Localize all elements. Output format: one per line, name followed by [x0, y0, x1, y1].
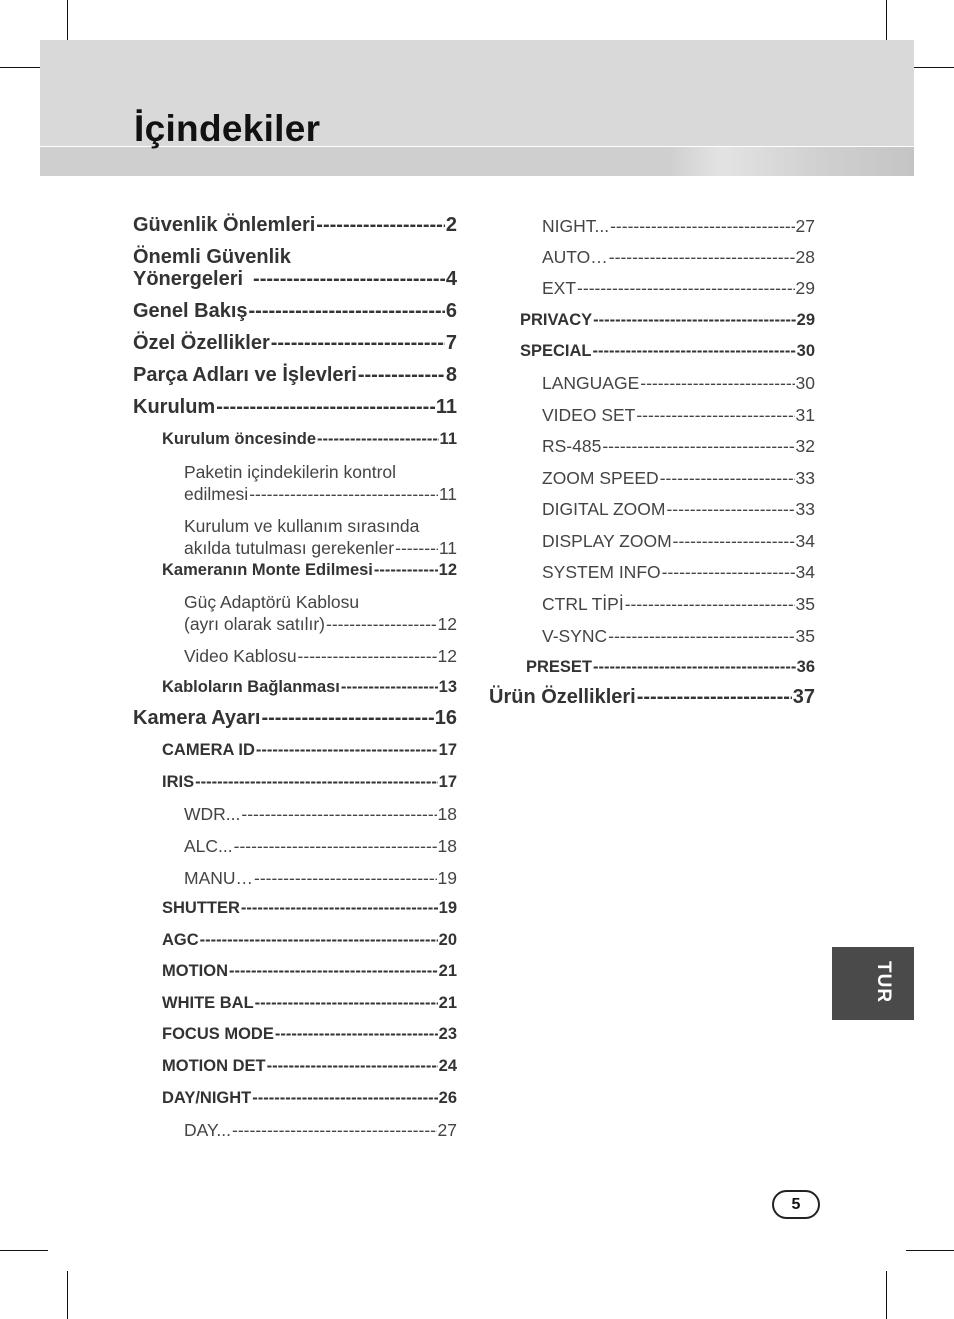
toc-entry[interactable] — [162, 1057, 457, 1076]
toc-entry[interactable] — [520, 311, 815, 330]
toc-label: EXT — [542, 278, 577, 298]
toc-page: 12 — [437, 646, 457, 666]
page-title: İçindekiler — [134, 108, 321, 149]
toc-label: Güvenlik Önlemleri — [133, 214, 316, 236]
toc-leader — [593, 311, 796, 330]
toc-leader — [252, 1089, 437, 1108]
toc-leader — [234, 836, 437, 857]
toc-entry[interactable] — [162, 678, 457, 697]
toc-entry[interactable] — [162, 561, 457, 580]
toc-page: 29 — [796, 311, 815, 329]
toc-label: AUTO… — [542, 247, 608, 267]
toc-page: 7 — [445, 332, 457, 354]
toc-entry[interactable] — [162, 962, 457, 981]
toc-label: RS-485 — [542, 436, 602, 456]
page-number: 5 — [772, 1190, 820, 1219]
toc-page: 24 — [438, 1057, 457, 1075]
toc-page: 17 — [438, 773, 457, 791]
toc-entry[interactable] — [133, 396, 457, 419]
toc-leader — [610, 216, 794, 237]
toc-label: PRIVACY — [520, 311, 593, 329]
toc-label: VIDEO SET — [542, 405, 636, 425]
toc-entry[interactable] — [184, 538, 457, 559]
toc-entry[interactable] — [526, 658, 815, 677]
toc-leader — [249, 300, 445, 323]
toc-page: 12 — [437, 614, 457, 634]
toc-page: 27 — [437, 1120, 457, 1140]
toc-leader — [267, 1057, 438, 1076]
toc-entry[interactable] — [184, 804, 457, 825]
toc-label: Kabloların Bağlanması — [162, 678, 340, 696]
toc-label-line1: Önemli Güvenlik — [133, 246, 291, 268]
toc-leader — [593, 342, 796, 361]
toc-label-line1: Güç Adaptörü Kablosu — [184, 592, 360, 612]
toc-entry[interactable] — [542, 405, 815, 426]
toc-leader — [232, 1120, 437, 1141]
toc-page: 34 — [795, 531, 815, 551]
toc-leader — [640, 373, 794, 394]
crop-mark — [0, 1250, 48, 1251]
toc-entry[interactable] — [184, 868, 457, 889]
toc-label: WHITE BAL — [162, 994, 254, 1012]
toc-leader — [341, 678, 438, 697]
toc-label: DIGITAL ZOOM — [542, 499, 666, 519]
toc-page: 36 — [796, 658, 815, 676]
toc-entry[interactable] — [184, 1120, 457, 1141]
toc-page: 11 — [438, 538, 457, 558]
toc-leader — [602, 436, 794, 457]
toc-leader — [253, 268, 445, 291]
toc-label: DISPLAY ZOOM — [542, 531, 672, 551]
toc-leader — [666, 499, 794, 520]
toc-label: WDR... — [184, 804, 241, 824]
toc-label: Kameranın Monte Edilmesi — [162, 561, 373, 579]
header-band-lower — [40, 146, 914, 176]
toc-entry[interactable] — [184, 836, 457, 857]
toc-entry-multiline[interactable] — [133, 246, 457, 269]
toc-page: 26 — [438, 1089, 457, 1107]
toc-page: 12 — [438, 561, 457, 579]
toc-entry[interactable] — [542, 278, 815, 299]
toc-label: akılda tutulması gerekenler — [184, 538, 395, 558]
toc-entry[interactable] — [162, 1089, 457, 1108]
toc-page: 6 — [445, 300, 457, 322]
toc-page: 2 — [445, 214, 457, 236]
toc-leader — [241, 804, 436, 825]
toc-page: 11 — [435, 396, 457, 418]
toc-page: 11 — [438, 484, 457, 504]
toc-leader — [358, 364, 445, 387]
toc-leader — [608, 626, 794, 647]
toc-entry[interactable] — [542, 562, 815, 583]
toc-entry[interactable] — [162, 1025, 457, 1044]
toc-leader — [673, 531, 795, 552]
toc-entry[interactable] — [542, 247, 815, 268]
toc-leader — [636, 405, 794, 426]
toc-entry-multiline[interactable] — [184, 462, 396, 483]
toc-label: CAMERA ID — [162, 741, 255, 759]
toc-leader — [200, 931, 438, 950]
toc-label: SPECIAL — [520, 342, 592, 360]
toc-label: Video Kablosu — [184, 646, 297, 666]
toc-entry[interactable] — [162, 741, 457, 760]
toc-label-line1: Kurulum ve kullanım sırasında — [184, 516, 420, 536]
toc-page: 33 — [795, 499, 815, 519]
toc-label: Kamera Ayarı — [133, 707, 261, 729]
toc-entry[interactable] — [489, 686, 815, 709]
toc-entry[interactable] — [133, 332, 457, 355]
toc-entry-multiline[interactable] — [184, 592, 359, 613]
toc-leader — [395, 538, 438, 559]
language-tab — [832, 947, 914, 1020]
toc-label: (ayrı olarak satılır) — [184, 614, 325, 634]
toc-leader — [255, 994, 438, 1013]
toc-entry[interactable] — [542, 626, 815, 647]
toc-label: DAY/NIGHT — [162, 1089, 252, 1107]
toc-label: PRESET — [526, 658, 593, 676]
toc-label: Yönergeleri — [133, 268, 244, 290]
toc-label: CTRL TİPİ — [542, 594, 624, 614]
crop-mark — [906, 1250, 954, 1251]
toc-label: NIGHT... — [542, 216, 610, 236]
toc-label: Özel Özellikler — [133, 332, 270, 354]
toc-leader — [326, 614, 437, 635]
toc-entry[interactable] — [542, 531, 815, 552]
toc-page: 37 — [792, 686, 815, 708]
toc-page: 30 — [795, 373, 815, 393]
toc-label: IRIS — [162, 773, 195, 791]
toc-label: MANU… — [184, 868, 254, 888]
toc-label: MOTION DET — [162, 1057, 266, 1075]
toc-page: 30 — [796, 342, 815, 360]
toc-leader — [298, 646, 437, 667]
toc-label: SYSTEM INFO — [542, 562, 661, 582]
toc-entry[interactable] — [133, 707, 457, 730]
toc-page: 17 — [438, 741, 457, 759]
toc-leader — [254, 868, 437, 889]
toc-label: DAY... — [184, 1120, 232, 1140]
toc-page: 33 — [795, 468, 815, 488]
toc-label: AGC — [162, 931, 199, 949]
toc-entry[interactable] — [542, 373, 815, 394]
toc-page: 35 — [795, 594, 815, 614]
toc-page: 16 — [434, 707, 457, 729]
toc-leader — [577, 278, 794, 299]
crop-mark — [67, 1271, 68, 1319]
toc-label: Kurulum — [133, 396, 216, 418]
toc-page: 18 — [437, 836, 457, 856]
toc-leader — [609, 247, 795, 268]
toc-page: 19 — [437, 868, 457, 888]
toc-entry[interactable] — [542, 594, 815, 615]
toc-leader — [249, 484, 438, 505]
toc-entry[interactable] — [542, 216, 815, 237]
toc-entry[interactable] — [133, 364, 457, 387]
toc-leader — [316, 214, 445, 237]
toc-page: 32 — [795, 436, 815, 456]
toc-label: FOCUS MODE — [162, 1025, 274, 1043]
toc-entry-multiline[interactable] — [184, 516, 419, 537]
toc-label: Kurulum öncesinde — [162, 430, 317, 448]
toc-leader — [374, 561, 438, 580]
toc-entry[interactable] — [162, 899, 457, 918]
toc-leader — [241, 899, 438, 918]
toc-page: 21 — [438, 962, 457, 980]
toc-label: Parça Adları ve İşlevleri — [133, 364, 357, 386]
toc-page: 29 — [795, 278, 815, 298]
toc-leader — [216, 396, 435, 419]
toc-label: LANGUAGE — [542, 373, 640, 393]
language-tab-label: TUR — [873, 961, 894, 1004]
toc-page: 23 — [438, 1025, 457, 1043]
toc-label: Genel Bakış — [133, 300, 248, 322]
toc-page: 18 — [437, 804, 457, 824]
toc-entry[interactable] — [184, 614, 457, 635]
toc-leader — [593, 658, 796, 677]
toc-entry[interactable] — [133, 214, 457, 237]
toc-entry[interactable] — [162, 773, 457, 792]
toc-entry[interactable] — [162, 430, 457, 449]
toc-page: 28 — [795, 247, 815, 267]
toc-entry[interactable] — [542, 436, 815, 457]
toc-entry[interactable] — [542, 468, 815, 489]
toc-page: 31 — [795, 405, 815, 425]
toc-entry[interactable] — [184, 484, 457, 505]
toc-label: Ürün Özellikleri — [489, 686, 636, 708]
toc-leader — [229, 962, 438, 981]
toc-label: SHUTTER — [162, 899, 240, 917]
toc-page: 35 — [795, 626, 815, 646]
toc-entry[interactable] — [133, 268, 457, 291]
toc-page: 21 — [438, 994, 457, 1012]
toc-page: 34 — [795, 562, 815, 582]
toc-leader — [271, 332, 445, 355]
toc-page: 13 — [438, 678, 457, 696]
toc-label: ZOOM SPEED — [542, 468, 659, 488]
toc-leader — [625, 594, 795, 615]
toc-label: V-SYNC — [542, 626, 608, 646]
toc-entry[interactable] — [162, 931, 457, 950]
toc-entry[interactable] — [133, 300, 457, 323]
toc-label: ALC... — [184, 836, 233, 856]
toc-page: 8 — [445, 364, 457, 386]
crop-mark — [886, 1271, 887, 1319]
toc-leader — [660, 468, 795, 489]
toc-leader — [317, 430, 439, 449]
toc-label-line1: Paketin içindekilerin kontrol — [184, 462, 397, 482]
toc-page: 19 — [438, 899, 457, 917]
toc-page: 4 — [445, 268, 457, 290]
toc-leader — [195, 773, 438, 792]
toc-page: 27 — [795, 216, 815, 236]
toc-page: 20 — [438, 931, 457, 949]
toc-label: edilmesi — [184, 484, 249, 504]
toc-leader — [261, 707, 433, 730]
toc-label: MOTION — [162, 962, 228, 980]
toc-leader — [662, 562, 795, 583]
toc-page: 11 — [439, 430, 457, 448]
toc-leader — [275, 1025, 438, 1044]
toc-leader — [637, 686, 792, 709]
toc-entry[interactable] — [184, 646, 457, 667]
toc-entry[interactable] — [162, 994, 457, 1013]
toc-entry[interactable] — [542, 499, 815, 520]
toc-entry[interactable] — [520, 342, 815, 361]
toc-leader — [256, 741, 438, 760]
